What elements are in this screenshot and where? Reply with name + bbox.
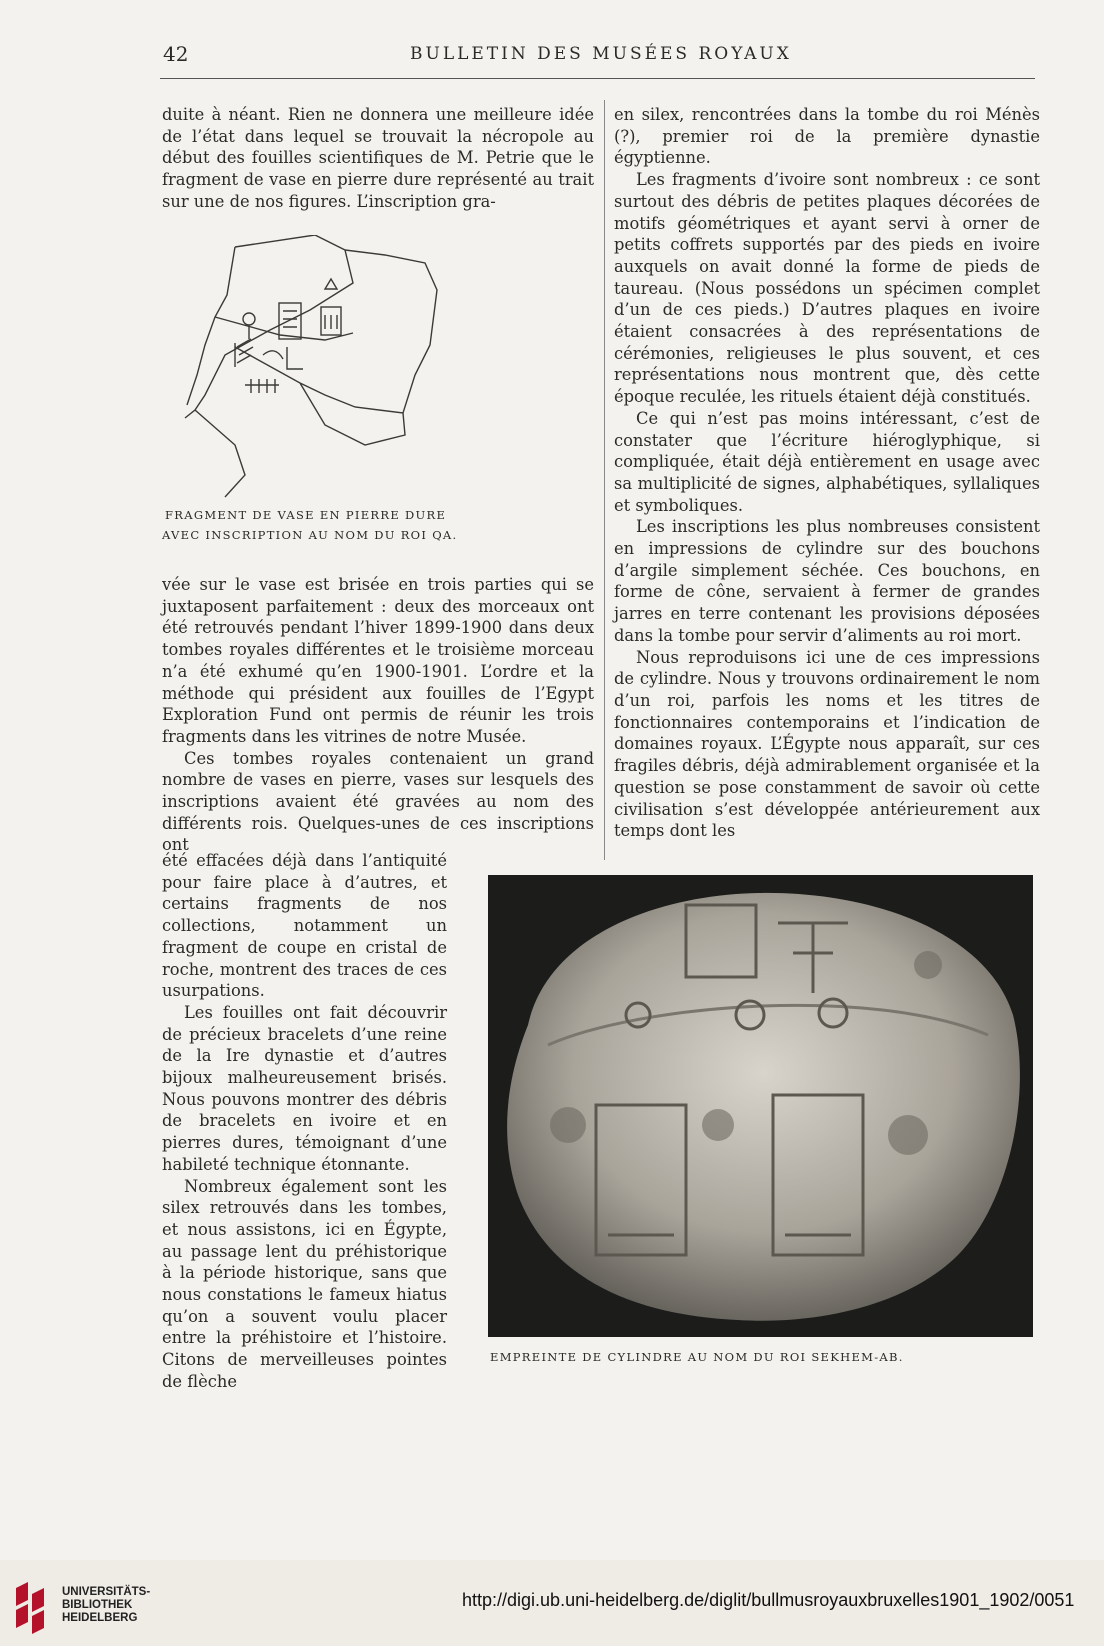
paragraph: en silex, rencontrées dans la tombe du roi Ménès (?), premier roi de la première dynastie égyptienne. (614, 105, 1040, 168)
paragraph: vée sur le vase est brisée en trois parties qui se juxtaposent parfaitement : deux des morceaux ont été retrouvés pendant l’hiver 1899-1900 dans deux tombes royales différentes et le troisième morceau n’a été exhumé qu’en 1900-1901. L’ordre et la méthode qui président aux fouilles de l’Egypt Exploration Fund ont permis de réunir les trois fragments dans les vitrines de notre Musée. (162, 575, 594, 746)
paragraph: Les fouilles ont fait découvrir de précieux bracelets d’une reine de la Ire dynastie et d’autres bijoux malheureusement brisés. Nous pouvons montrer des débris de bracelets en ivoire et en pierres dures, témoignant d’une habileté technique étonnante. (162, 1002, 447, 1174)
seal-impression-photo (488, 875, 1033, 1337)
paragraph: Nous reproduisons ici une de ces impressions de cylindre. Nous y trouvons ordinairement le nom d’un roi, parfois les noms et les titres de fonctionnaires contemporains et l’indication de domaines royaux. L’Égypte nous apparaît, sur ces fragiles débris, déjà admirablement organisée et la question se pose constamment de savoir où cette civilisation s’est développée antérieurement aux temps dont les (614, 647, 1040, 841)
source-url-link[interactable]: http://digi.ub.uni-heidelberg.de/diglit/bullmusroyauxbruxelles1901_1902/0051 (462, 1590, 1075, 1610)
paragraph: été effacées déjà dans l’antiquité pour faire place à d’autres, et certains fragments de nos collections, notamment un fragment de coupe en cristal de roche, montrent des traces de ces usurpations. (162, 851, 447, 1001)
paragraph: Ces tombes royales contenaient un grand nombre de vases en pierre, vases sur lesquels des inscriptions avaient été gravées au nom des différents rois. Quelques-unes de ces inscriptions ont (162, 748, 594, 855)
digitization-footer (0, 1568, 1104, 1646)
text-column-left-bottom (162, 850, 447, 1393)
text-column-right (614, 104, 1040, 842)
institution-line: BIBLIOTHEK (62, 1599, 133, 1611)
page-number: 42 (163, 42, 189, 66)
university-library-logo-icon (14, 1582, 48, 1634)
institution-line: UNIVERSITÄTS- (62, 1586, 151, 1598)
vase-fragment-drawing (175, 235, 575, 500)
figure-1-caption-line2: AVEC INSCRIPTION AU NOM DU ROI QA. (162, 528, 458, 542)
institution-name (62, 1586, 150, 1625)
figure-1-caption-line1: FRAGMENT DE VASE EN PIERRE DURE (165, 508, 447, 522)
running-head (160, 40, 1035, 70)
running-title: BULLETIN DES MUSÉES ROYAUX (410, 44, 792, 64)
paragraph: Les fragments d’ivoire sont nombreux : ce sont surtout des débris de petites plaques décorées de motifs géométriques et ayant servi à orner de petits coffrets supportés par des pieds en ivoire auxquels on avait donné la forme de pieds de taureau. (Nous possédons un spécimen complet d’un de ces pieds.) D’autres plaques en ivoire étaient consacrées à des représentations de cérémonies, religieuses le plus souvent, et ces représentations nous montrent que, dès cette époque reculée, les rituels étaient déjà constitués. (614, 170, 1040, 407)
paragraph: Ce qui n’est pas moins intéressant, c’est de constater que l’écriture hiéroglyphique, si compliquée, était déjà entièrement en usage avec sa multiplicité de signes, alphabétiques, syllaliques et symboliques. (614, 408, 1040, 515)
paragraph: Les inscriptions les plus nombreuses consistent en impressions de cylindre sur des bouchons d’argile simplement séchée. Ces bouchons, en forme de cône, servaient à fermer de grandes jarres en terre contenant les provisions déposées dans la tombe pour servir d’aliments au roi mort. (614, 517, 1040, 645)
header-rule (160, 78, 1035, 79)
column-divider (604, 100, 605, 860)
text-column-left-top (162, 104, 594, 213)
figure-2-caption: EMPREINTE DE CYLINDRE AU NOM DU ROI SEKHEM-AB. (490, 1350, 904, 1364)
paragraph: duite à néant. Rien ne donnera une meilleure idée de l’état dans lequel se trouvait la nécropole au début des fouilles scientifiques de M. Petrie que le fragment de vase en pierre dure représenté au trait sur une de nos figures. L’inscription gra- (162, 105, 594, 211)
institution-line: HEIDELBERG (62, 1612, 138, 1624)
paragraph: Nombreux également sont les silex retrouvés dans les tombes, et nous assistons, ici en Égypte, au passage lent du préhistorique à la période historique, sans que nous constations le fameux hiatus qu’on a souvent voulu placer entre la préhistoire et l’histoire. Citons de merveilleuses pointes de flèche (162, 1176, 447, 1391)
text-column-left-middle (162, 574, 594, 856)
